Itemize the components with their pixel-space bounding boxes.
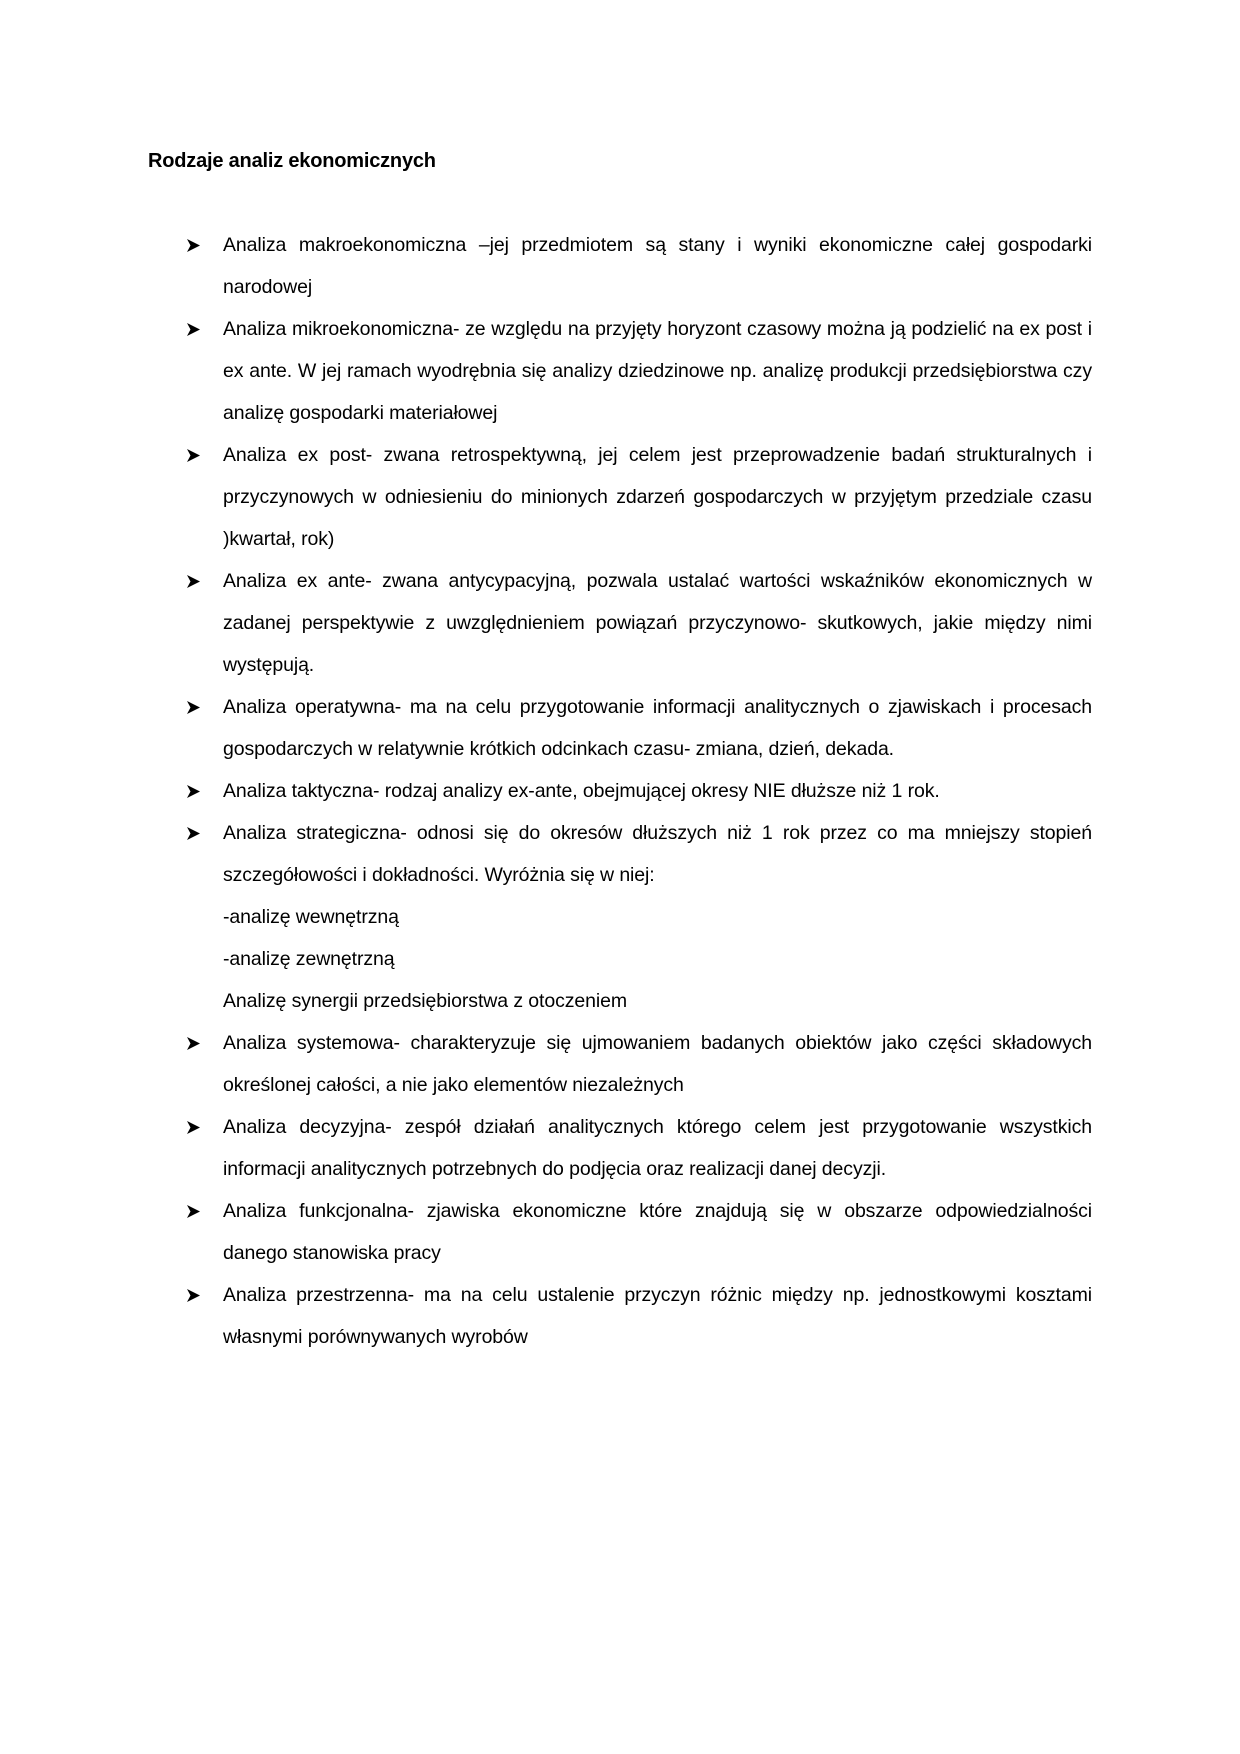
document-title: Rodzaje analiz ekonomicznych (148, 150, 436, 172)
arrowhead-bullet-icon (186, 812, 202, 854)
list-item-text: Analiza ex ante- zwana antycypacyjną, pozwala ustalać wartości wskaźników ekonomicznych w zadanej perspektywie z uwzględnieniem powiązań przyczynowo- skutkowych, jakie między nimi występują. (223, 570, 1092, 676)
list-item-subline: -analizę wewnętrzną (223, 906, 399, 928)
list-item-text: Analiza mikroekonomiczna- ze względu na przyjęty horyzont czasowy można ją podzielić na ex post i ex ante. W jej ramach wyodrębnia się analizy dziedzinowe np. analizę produkcji przedsiębiorstwa czy analizę gospodarki materiałowej (223, 318, 1092, 424)
list-item (186, 686, 1092, 770)
list-item (186, 812, 1092, 1022)
list-item (186, 560, 1092, 686)
arrowhead-bullet-icon (186, 1106, 202, 1148)
list-item-subline: Analizę synergii przedsiębiorstwa z otoczeniem (223, 990, 628, 1012)
list-item (186, 770, 1092, 812)
list-item (186, 1190, 1092, 1274)
arrowhead-bullet-icon (186, 434, 202, 476)
list-item (186, 308, 1092, 434)
arrowhead-bullet-icon (186, 770, 202, 812)
arrowhead-bullet-icon (186, 1274, 202, 1316)
arrowhead-bullet-icon (186, 1022, 202, 1064)
list-item-text: Analiza przestrzenna- ma na celu ustalenie przyczyn różnic między np. jednostkowymi kosztami własnymi porównywanych wyrobów (223, 1284, 1092, 1348)
arrowhead-bullet-icon (186, 1190, 202, 1232)
arrowhead-bullet-icon (186, 560, 202, 602)
list-item-text: Analiza operatywna- ma na celu przygotowanie informacji analitycznych o zjawiskach i procesach gospodarczych w relatywnie krótkich odcinkach czasu- zmiana, dzień, dekada. (223, 696, 1092, 760)
list-item-text: Analiza systemowa- charakteryzuje się ujmowaniem badanych obiektów jako części składowych określonej całości, a nie jako elementów niezależnych (223, 1032, 1092, 1096)
analysis-types-list (186, 224, 1092, 1358)
list-item (186, 1022, 1092, 1106)
list-item (186, 1106, 1092, 1190)
list-item (186, 224, 1092, 308)
list-item-subline: -analizę zewnętrzną (223, 948, 395, 970)
list-item-text: Analiza ex post- zwana retrospektywną, jej celem jest przeprowadzenie badań strukturalnych i przyczynowych w odniesieniu do minionych zdarzeń gospodarczych w przyjętym przedziale czasu )kwartał, rok) (223, 444, 1092, 550)
arrowhead-bullet-icon (186, 686, 202, 728)
list-item-text: Analiza taktyczna- rodzaj analizy ex-ante, obejmującej okresy NIE dłuższe niż 1 rok. (223, 780, 940, 802)
list-item (186, 1274, 1092, 1358)
list-item-text: Analiza makroekonomiczna –jej przedmiotem są stany i wyniki ekonomiczne całej gospodarki narodowej (223, 234, 1092, 298)
list-item-text: Analiza decyzyjna- zespół działań analitycznych którego celem jest przygotowanie wszystkich informacji analitycznych potrzebnych do podjęcia oraz realizacji danej decyzji. (223, 1116, 1092, 1180)
list-item (186, 434, 1092, 560)
arrowhead-bullet-icon (186, 308, 202, 350)
arrowhead-bullet-icon (186, 224, 202, 266)
list-item-text: Analiza strategiczna- odnosi się do okresów dłuższych niż 1 rok przez co ma mniejszy stopień szczegółowości i dokładności. Wyróżnia się w niej: (223, 822, 1092, 886)
list-item-text: Analiza funkcjonalna- zjawiska ekonomiczne które znajdują się w obszarze odpowiedzialności danego stanowiska pracy (223, 1200, 1092, 1264)
